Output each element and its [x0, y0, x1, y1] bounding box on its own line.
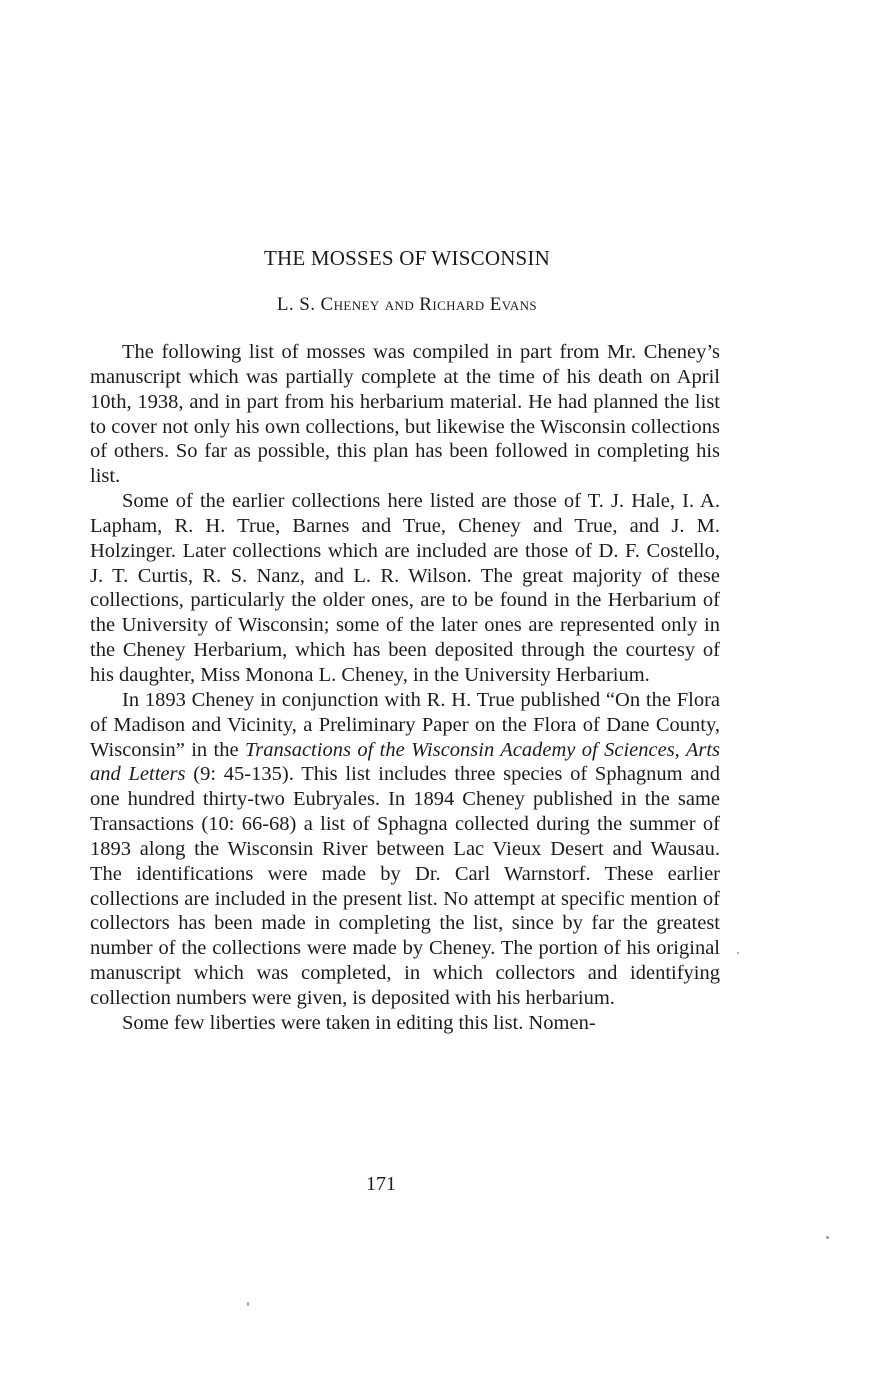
journal-title-italic: Transactions of the Wisconsin Academy of Sciences, Arts and Letters [90, 738, 720, 786]
paragraph-4: Some few liberties were taken in editing this list. Nomen- [122, 1011, 596, 1034]
paragraph-3-text-after: (9: 45-135). This list includes three species of Sphagnum and one hundred thirty-two Eubryales. In 1894 Cheney published in the same Transactions (10: 66-68) a list of Sphagna collected during the summer of 1893 along the Wisconsin River between Lac Vieux Desert and Wausau. The identifications were made by Dr. Carl Warnstorf. These earlier collections are included in the present list. No attempt at specific mention of collectors has been made in completing the list, since by far the greatest number of the collections were made by Cheney. The portion of his original manuscript which was completed, in which collectors and identifying collection numbers were given, is deposited with his herbarium. [90, 763, 720, 1009]
scan-speck [826, 1236, 829, 1239]
scan-speck [737, 952, 739, 954]
article-title: THE MOSSES OF WISCONSIN [263, 246, 550, 270]
scan-speck [247, 1302, 249, 1306]
paragraph-3-text-before: In 1893 Cheney in conjunction with R. H. True published “On the Flora of Madison and Vicinity, a Preliminary Paper on the Flora of Dane County, Wisconsin” in the [90, 688, 720, 761]
paragraph-3 [90, 688, 720, 1011]
article-authors: L. S. Cheney and Richard Evans [276, 294, 538, 315]
paragraph-1: The following list of mosses was compiled in part from Mr. Cheney’s manuscript which was partially complete at the time of his death on April 10th, 1938, and in part from his herbarium material. He had planned the list to cover not only his own collections, but likewise the Wisconsin collections of others. So far as possible, this plan has been followed in completing his list. [90, 341, 720, 488]
article-body [90, 340, 720, 1036]
paragraph-2: Some of the earlier collections here listed are those of T. J. Hale, I. A. Lapham, R. H. True, Barnes and True, Cheney and True, and J. M. Holzinger. Later collections which are included are those of D. F. Costello, J. T. Curtis, R. S. Nanz, and L. R. Wilson. The great majority of these collections, particularly the older ones, are to be found in the Herbarium of the University of Wisconsin; some of the later ones are represented only in the Cheney Herbarium, which has been deposited through the courtesy of his daughter, Miss Monona L. Cheney, in the University Herbarium. [90, 490, 720, 686]
page-number: 171 [366, 1173, 396, 1195]
